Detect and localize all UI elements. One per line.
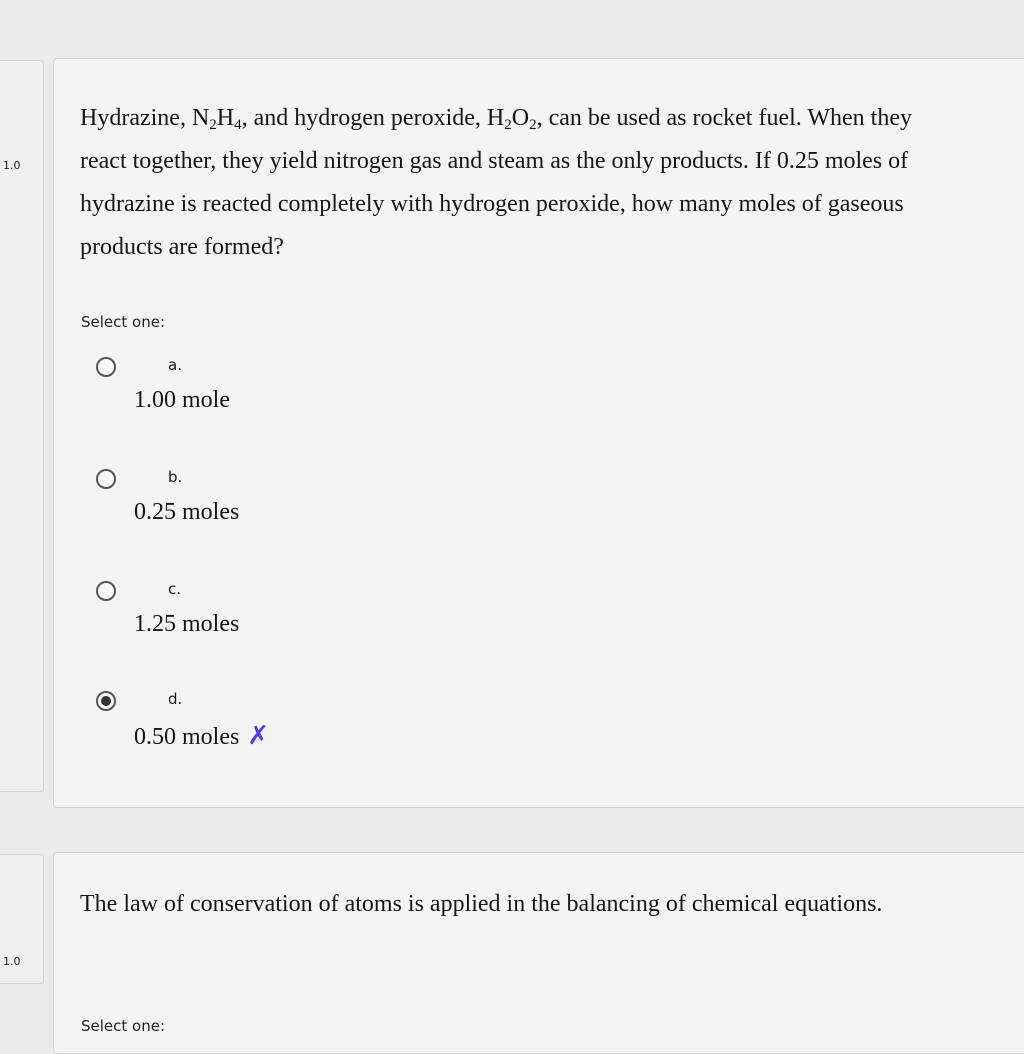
radio-button-selected[interactable] [96, 691, 116, 711]
radio-button[interactable] [96, 469, 116, 489]
question-1-mark: 1.0 [3, 159, 21, 172]
question-1-text: Hydrazine, $N_2H_4$, and hydrogen peroxide, $H_2O_2$, can be used as rocket fuel. When they react together, they yield nitrogen gas and steam as the only products. If 0.25 moles of hydrazine is reacted completely with hydrogen peroxide, how many moles of gaseous products are formed? [80, 105, 912, 260]
select-one-label: Select one: [81, 313, 166, 331]
radio-button[interactable] [96, 581, 116, 601]
question-2-text: The law of conservation of atoms is applied in the balancing of chemical equations. [80, 891, 883, 917]
question-2-info [0, 854, 44, 984]
incorrect-x-icon: ✗ [247, 721, 270, 751]
question-2-mark: 1.0 [3, 955, 21, 968]
select-one-label: Select one: [81, 1017, 166, 1035]
question-1-info [0, 60, 44, 792]
question-1-card: Hydrazine, $N_2H_4$, and hydrogen peroxide, $H_2O_2$, can be used as rocket fuel. When they react together, they yield nitrogen gas and steam as the only products. If 0.25 moles of hydrazine is reacted completely with hydrogen peroxide, how many moles of gaseous products are formed? Select one: a. 1.00 mole b. 0.25 moles c. 1.25 moles d. 0.50 moles ✗ [53, 58, 1024, 808]
radio-button[interactable] [96, 357, 116, 377]
